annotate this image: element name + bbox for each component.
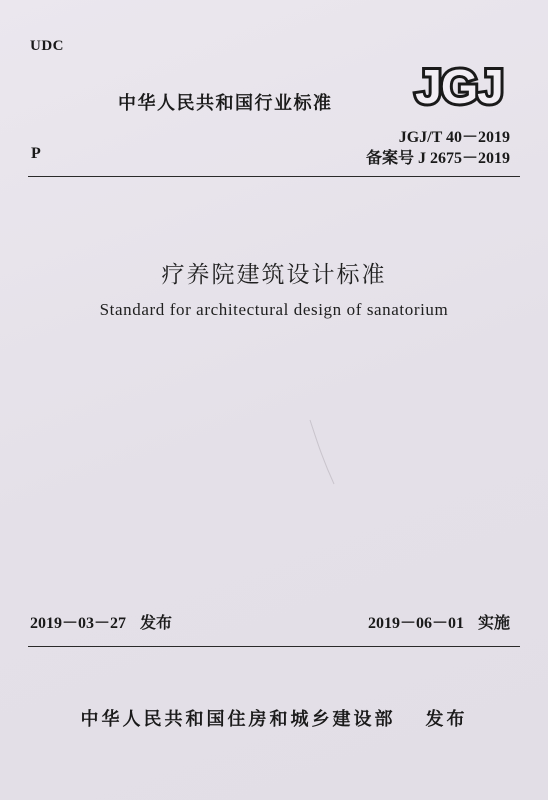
document-title-chinese: 疗养院建筑设计标准	[161, 262, 387, 288]
classification-label: P	[31, 145, 41, 162]
jgj-logo	[405, 58, 513, 110]
bottom-divider	[28, 646, 520, 647]
top-divider	[28, 176, 520, 177]
implementation-date: 2019－06－01	[367, 615, 464, 632]
implementation-label: 实施	[477, 613, 510, 632]
publisher-row	[0, 705, 548, 731]
standard-category-heading: 中华人民共和国行业标准	[118, 93, 333, 114]
record-number: 备案号 J 2675－2019	[365, 150, 510, 167]
paper-scratch-mark	[308, 418, 338, 488]
publisher-name: 中华人民共和国住房和城乡建设部	[80, 709, 396, 730]
issue-label: 发布	[140, 613, 173, 632]
jgj-logo-text: JGJ	[415, 61, 503, 110]
issue-date: 2019－03－27	[30, 615, 127, 632]
document-title-english: Standard for architectural design of sanatorium	[99, 300, 449, 319]
issue-date-row	[30, 610, 172, 633]
udc-label: UDC	[30, 38, 64, 54]
publisher-label: 发布	[425, 709, 468, 730]
standard-number: JGJ/T 40－2019	[398, 129, 510, 146]
implementation-date-row	[368, 610, 510, 633]
